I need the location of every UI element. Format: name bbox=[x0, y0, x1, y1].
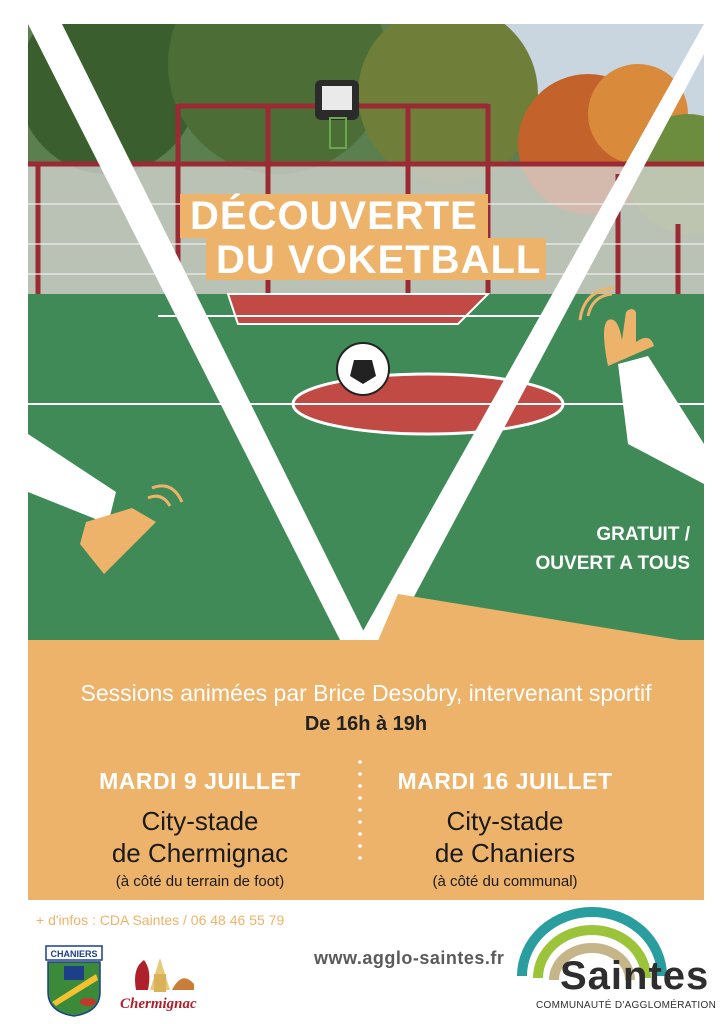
event-date: MARDI 9 JUILLET bbox=[99, 768, 301, 794]
event-venue-line-2: de Chermignac bbox=[111, 838, 289, 868]
free-line-1: GRATUIT / bbox=[596, 524, 690, 545]
event-date: MARDI 16 JUILLET bbox=[397, 768, 613, 794]
event-chermignac bbox=[45, 768, 355, 890]
sessions-text: Sessions animées par Brice Desobry, intervenant sportif bbox=[80, 680, 652, 706]
title-line-2: DU VOKETBALL bbox=[206, 238, 546, 280]
title-line-1: DÉCOUVERTE bbox=[180, 194, 488, 238]
event-venue-line-2: de Chaniers bbox=[434, 838, 576, 868]
saintes-wordmark: Saintes bbox=[560, 954, 710, 998]
event-venue-line-1: City-stade bbox=[446, 806, 564, 836]
event-venue-line-1: City-stade bbox=[141, 806, 259, 836]
website-link[interactable]: www.agglo-saintes.fr bbox=[314, 948, 505, 968]
chermignac-wordmark: Chermignac bbox=[120, 996, 197, 1012]
free-open-label bbox=[500, 520, 690, 578]
chaniers-crest-logo bbox=[44, 944, 104, 1018]
event-note: (à côté du communal) bbox=[432, 873, 578, 890]
contact-info: + d'infos : CDA Saintes / 06 48 46 55 79 bbox=[36, 912, 285, 928]
event-chaniers bbox=[350, 768, 660, 890]
event-note: (à côté du terrain de foot) bbox=[115, 873, 285, 890]
svg-text:CHANIERS: CHANIERS bbox=[50, 949, 98, 959]
free-line-2: OUVERT A TOUS bbox=[535, 553, 690, 574]
saintes-subtitle: COMMUNAUTÉ D'AGGLOMÉRATION bbox=[536, 1000, 717, 1011]
hours-text: De 16h à 19h bbox=[304, 713, 428, 735]
